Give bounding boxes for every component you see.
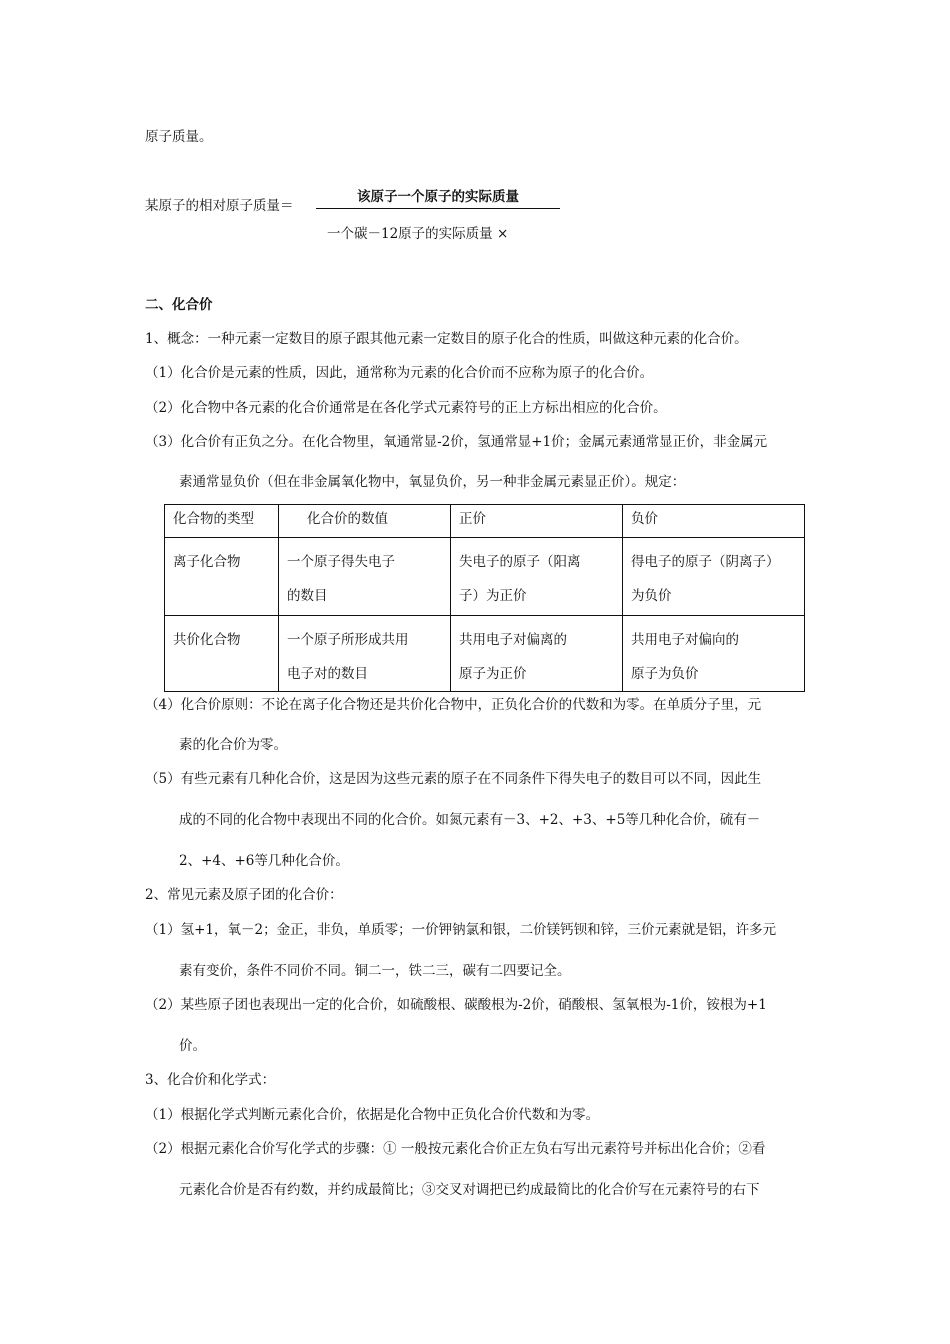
point-2-1-line1: （1）氢+1，氧－2；金正，非负，单质零；一价钾钠氯和银，二价镁钙钡和锌，三价元素就是铝，许多元	[145, 922, 777, 938]
point-1-2: （2）化合物中各元素的化合价通常是在各化学式元素符号的正上方标出相应的化合价。	[145, 400, 667, 416]
header-value: 化合价的数值	[279, 505, 451, 538]
section-heading: 二、化合价	[145, 297, 213, 313]
cell-positive: 共用电子对偏离的 原子为正价	[451, 616, 623, 692]
intro-line: 原子质量。	[145, 129, 213, 145]
header-type: 化合物的类型	[165, 505, 279, 538]
point-3-2-line2: 元素化合价是否有约数，并约成最简比；③交叉对调把已约成最简比的化合价写在元素符号的右下	[179, 1182, 760, 1198]
point-1-3-line2: 素通常显负价（但在非金属氧化物中，氧显负价，另一种非金属元素显正价）。规定：	[179, 474, 686, 490]
point-1-3-line1: （3）化合价有正负之分。在化合物里，氧通常显-2价，氢通常显+1价；金属元素通常显正价，非金属元	[145, 434, 768, 450]
formula-numerator: 该原子一个原子的实际质量	[357, 189, 519, 205]
cell-value: 一个原子所形成共用 电子对的数目	[279, 616, 451, 692]
table-header-row	[165, 505, 805, 538]
point-2-2-line1: （2）某些原子团也表现出一定的化合价，如硫酸根、碳酸根为-2价，硝酸根、氢氧根为-1价，铵根为+1	[145, 997, 767, 1013]
header-negative: 负价	[623, 505, 805, 538]
cell-negative: 得电子的原子（阴离子） 为负价	[623, 538, 805, 616]
point-1-5-line1: （5）有些元素有几种化合价，这是因为这些元素的原子在不同条件下得失电子的数目可以不同，因此生	[145, 771, 762, 787]
point-1-5-line3: 2、+4、+6等几种化合价。	[179, 853, 349, 869]
point-3-2-line1: （2）根据元素化合价写化学式的步骤：① 一般按元素化合价正左负右写出元素符号并标出化合价；②看	[145, 1141, 766, 1157]
cell-value: 一个原子得失电子 的数目	[279, 538, 451, 616]
point-2-1-line2: 素有变价，条件不同价不同。铜二一，铁二三，碳有二四要记全。	[179, 963, 571, 979]
point-1-5-line2: 成的不同的化合物中表现出不同的化合价。如氮元素有－3、+2、+3、+5等几种化合价，硫有－	[179, 812, 761, 828]
cell-positive: 失电子的原子（阳离 子）为正价	[451, 538, 623, 616]
valence-table	[164, 504, 805, 692]
cell-type: 离子化合物	[165, 538, 279, 616]
cell-type: 共价化合物	[165, 616, 279, 692]
section-2-title: 2、常见元素及原子团的化合价：	[145, 887, 343, 903]
formula-label: 某原子的相对原子质量＝	[145, 198, 294, 214]
table-row	[165, 616, 805, 692]
point-1-1: （1）化合价是元素的性质，因此，通常称为元素的化合价而不应称为原子的化合价。	[145, 365, 654, 381]
point-3-1: （1）根据化学式判断元素化合价，依据是化合物中正负化合价代数和为零。	[145, 1107, 600, 1123]
fraction-bar	[316, 208, 560, 209]
concept-paragraph: 1、概念：一种元素一定数目的原子跟其他元素一定数目的原子化合的性质，叫做这种元素的化合价。	[145, 331, 748, 347]
formula-denominator: 一个碳－12原子的实际质量 ×	[327, 226, 509, 242]
table-row	[165, 538, 805, 616]
point-2-2-line2: 价。	[179, 1038, 206, 1054]
point-1-4-line2: 素的化合价为零。	[179, 737, 287, 753]
section-3-title: 3、化合价和化学式：	[145, 1072, 276, 1088]
point-1-4-line1: （4）化合价原则：不论在离子化合物还是共价化合物中，正负化合价的代数和为零。在单质分子里，元	[145, 697, 762, 713]
header-positive: 正价	[451, 505, 623, 538]
cell-negative: 共用电子对偏向的 原子为负价	[623, 616, 805, 692]
